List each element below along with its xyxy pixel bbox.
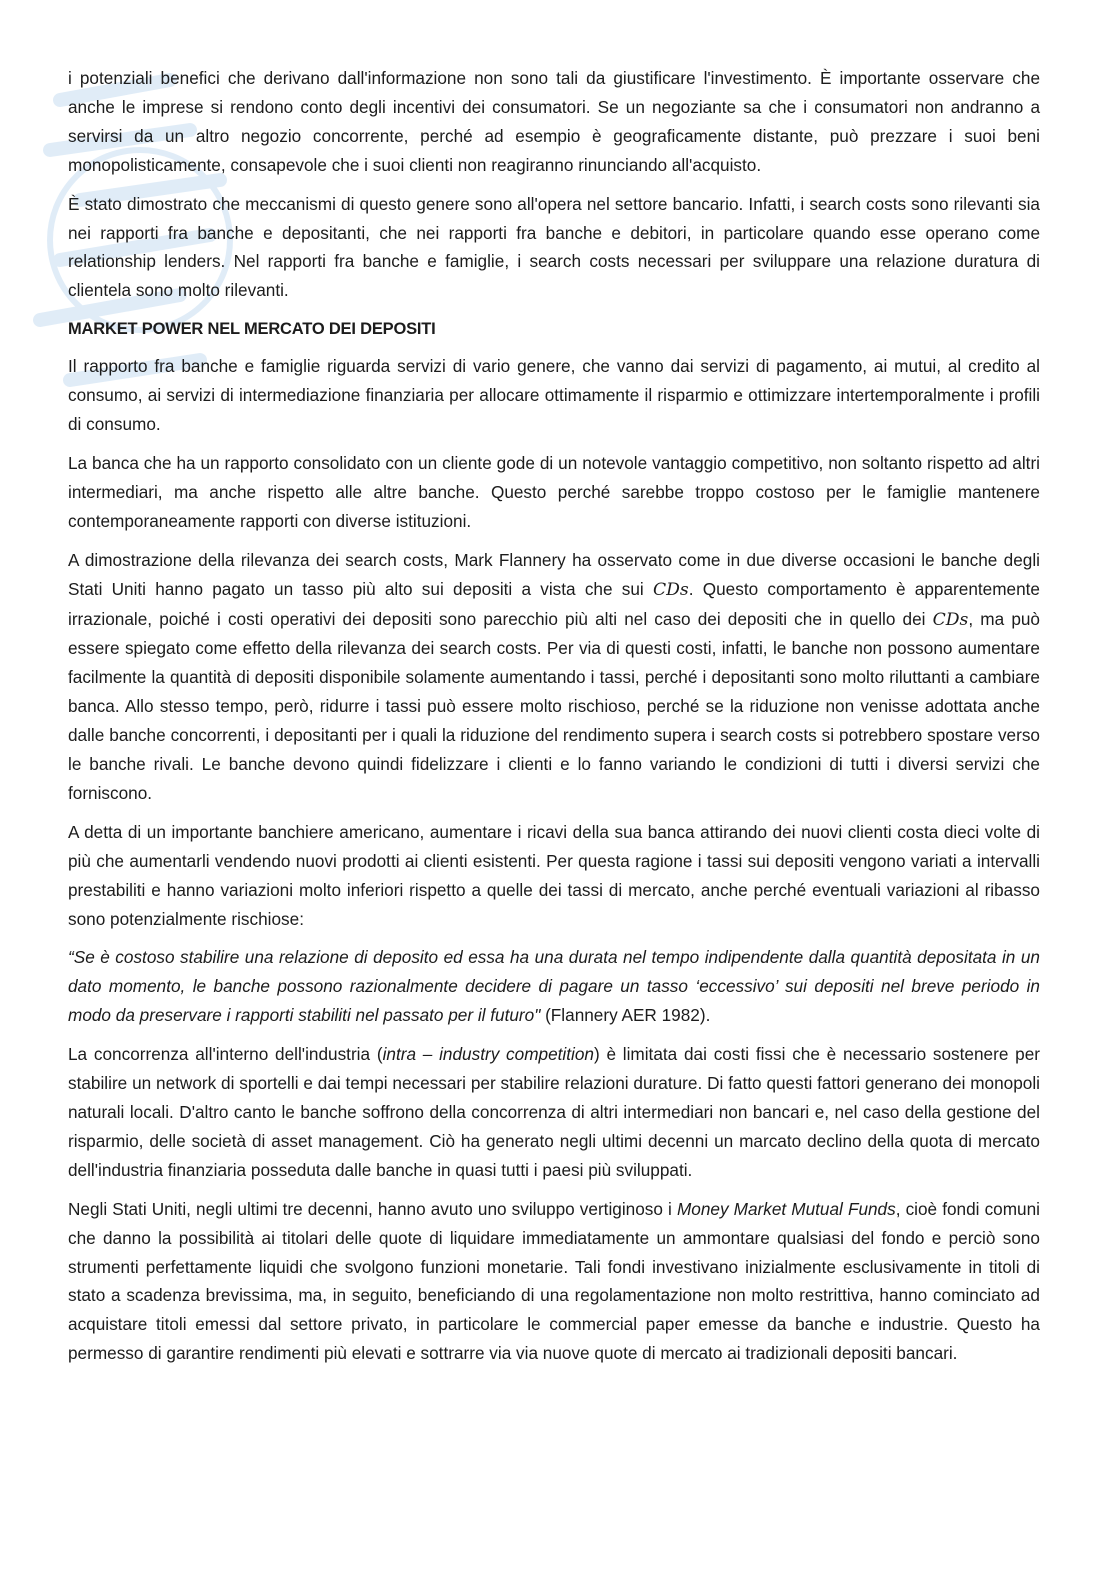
quote-citation: (Flannery AER 1982). [540, 1005, 711, 1026]
block-quote [68, 943, 1040, 1030]
italic-term: Money Market Mutual Funds [676, 1198, 896, 1219]
quote-text: “Se è costoso stabilire una relazione di deposito ed essa ha una durata nel tempo indipendente dalla quantità depositata in un dato momento, le banche possono razionalmente decidere di pagare un tasso ‘eccessivo’ sui depositi nel breve periodo in modo da preservare i rapporti stabiliti nel passato per il futuro" [68, 947, 1040, 1026]
italic-term: intra – industry competition [382, 1044, 594, 1065]
paragraph: i potenziali benefici che derivano dall'informazione non sono tali da giustificare l'investimento. È importante osservare che anche le imprese si rendono conto degli incentivi dei consumatori. Se un negoziante sa che i consumatori non andranno a servirsi da un altro negozio concorrente, perché ad esempio è geograficamente distante, può prezzare i suoi beni monopolisticamente, consapevole che i suoi clienti non reagiranno rinunciando all'acquisto. [68, 68, 1040, 175]
paragraph: La banca che ha un rapporto consolidato con un cliente gode di un notevole vantaggio competitivo, non soltanto rispetto ad altri intermediari, ma anche rispetto alle altre banche. Questo perché sarebbe troppo costoso per le famiglie mantenere contemporaneamente rapporti con diverse istituzioni. [68, 452, 1040, 531]
paragraph-text: A dimostrazione della rilevanza dei search costs, Mark Flannery ha osservato come in due diverse occasioni le banche degli Stati Uniti hanno pagato un tasso più alto sui depositi a vista che sui [68, 549, 1040, 599]
paragraph-text: Negli Stati Uniti, negli ultimi tre decenni, hanno avuto uno sviluppo vertiginoso i [68, 1198, 677, 1219]
paragraph [68, 546, 1040, 808]
math-term: CDs [652, 579, 689, 600]
paragraph: A detta di un importante banchiere americano, aumentare i ricavi della sua banca attirando dei nuovi clienti costa dieci volte di più che aumentarli vendendo nuovi prodotti ai clienti esistenti. Per questa ragione i tassi sui depositi vengono variati a intervalli prestabiliti e hanno variazioni molto inferiori rispetto a quelle dei tassi di mercato, anche perché eventuali variazioni al ribasso sono potenzialmente rischiose: [68, 821, 1040, 929]
paragraph-text: . Questo comportamento è apparentemente irrazionale, poiché i costi operativi dei depositi sono parecchio più alti nel caso dei depositi che in quello dei [68, 578, 1040, 629]
paragraph-text: La concorrenza all'interno dell'industria ( [68, 1044, 383, 1065]
paragraph-text: , ma può essere spiegato come effetto della rilevanza dei search costs. Per via di questi costi, infatti, le banche non possono aumentare facilmente la quantità di depositi disponibile solamente aumentando i tassi, perché i depositanti sono molto riluttanti a cambiare banca. Allo stesso tempo, però, ridurre i tassi può essere molto rischioso, perché se la riduzione non venisse adottata anche dalle banche concorrenti, i depositanti per i quali la riduzione del rendimento supera i search costs si potrebbero spostare verso le banche rivali. Le banche devono quindi fidelizzare i clienti e lo fanno variando le condizioni di tutti i diversi servizi che forniscono. [68, 608, 1040, 803]
paragraph [68, 1195, 1040, 1368]
document-body [68, 64, 1040, 1378]
math-term: CDs [932, 609, 969, 630]
paragraph: È stato dimostrato che meccanismi di questo genere sono all'opera nel settore bancario. Infatti, i search costs sono rilevanti sia nei rapporti fra banche e depositanti, che nei rapporti fra banche e debitori, in particolare quando esse operano come relationship lenders. Nel rapporti fra banche e famiglie, i search costs necessari per sviluppare una relazione duratura di clientela sono molto rilevanti. [68, 193, 1040, 301]
paragraph-text: , cioè fondi comuni che danno la possibilità ai titolari delle quote di liquidare immediatamente un ammontare qualsiasi del fondo e perciò sono strumenti perfettamente liquidi che svolgono funzioni monetarie. Tali fondi investivano inizialmente esclusivamente in titoli di stato a scadenza brevissima, ma, in seguito, beneficiando di una regolamentazione non molto restrittiva, hanno cominciato ad acquistare titoli emessi dal settore privato, in particolare le commercial paper emesse da banche e industrie. Questo ha permesso di garantire rendimenti più elevati e sottrarre via via nuove quote di mercato ai tradizionali depositi bancari. [68, 1198, 1040, 1364]
paragraph-text: ) è limitata dai costi fissi che è necessario sostenere per stabilire un network di sportelli e dai tempi necessari per stabilire relazioni durature. Di fatto questi fattori generano dei monopoli naturali locali. D'altro canto le banche soffrono della concorrenza di altri intermediari non bancari e, nel caso della gestione del risparmio, delle società di asset management. Ciò ha generato negli ultimi decenni un marcato declino della quota di mercato dell'industria finanziaria posseduta dalle banche in quasi tutti i paesi più sviluppati. [68, 1044, 1040, 1180]
paragraph: Il rapporto fra banche e famiglie riguarda servizi di vario genere, che vanno dai servizi di pagamento, ai mutui, al credito al consumo, ai servizi di intermediazione finanziaria per allocare ottimamente il risparmio e ottimizzare intertemporalmente i profili di consumo. [68, 356, 1040, 435]
section-heading: MARKET POWER NEL MERCATO DEI DEPOSITI [68, 320, 436, 339]
paragraph [68, 1040, 1040, 1185]
